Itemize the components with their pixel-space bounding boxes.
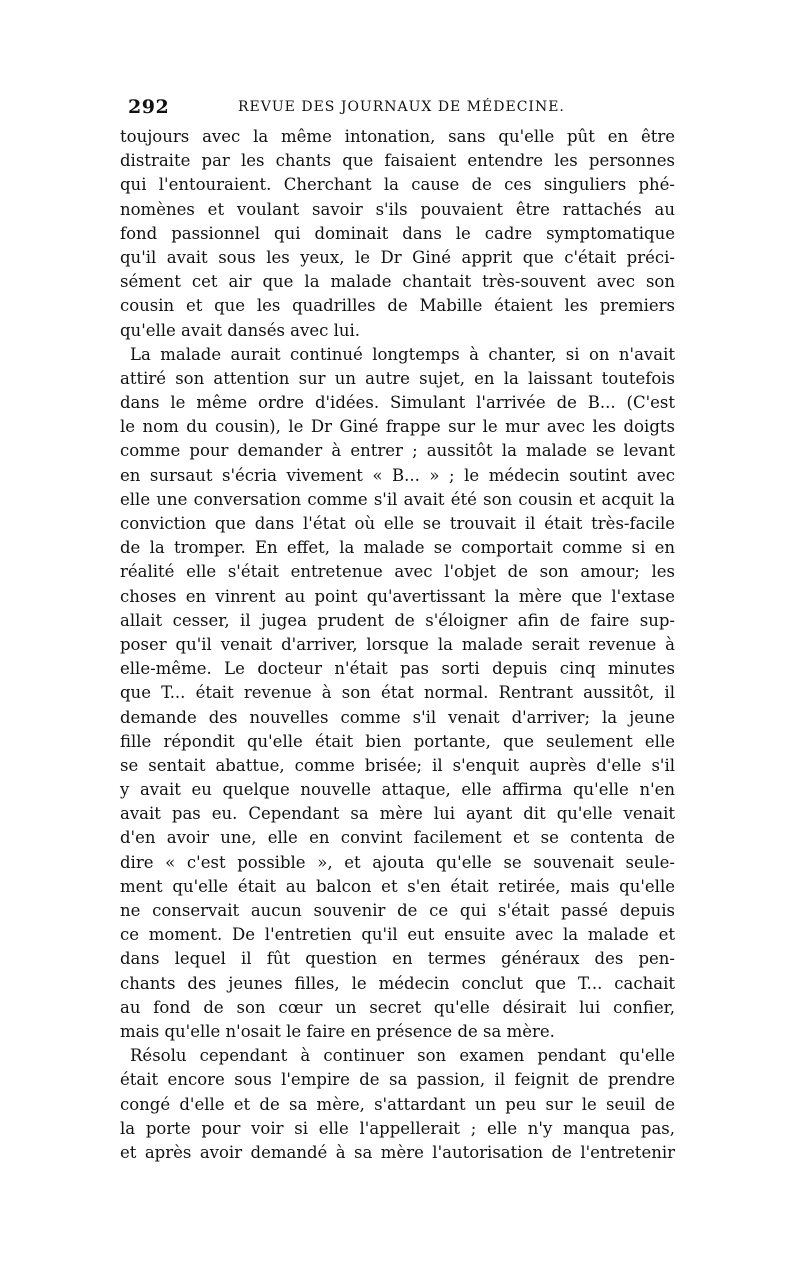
- page-number: 292: [128, 96, 170, 118]
- text-line: qu'il avait sous les yeux, le Dr Giné apprit que c'était préci-: [120, 247, 675, 267]
- text-line: conviction que dans l'état où elle se trouvait il était très-facile: [120, 514, 675, 533]
- text-line: en sursaut s'écria vivement « B... » ; le médecin soutint avec: [120, 465, 675, 485]
- text-line: La malade aurait continué longtemps à chanter, si on n'avait: [130, 344, 675, 364]
- text-line: se sentait abattue, comme brisée; il s'enquit auprès d'elle s'il: [120, 755, 675, 775]
- text-line: allait cesser, il jugea prudent de s'éloigner afin de faire sup-: [120, 610, 675, 630]
- text-line: ment qu'elle était au balcon et s'en était retirée, mais qu'elle: [120, 876, 675, 896]
- text-line: Résolu cependant à continuer son examen pendant qu'elle: [130, 1046, 675, 1066]
- running-title: REVUE DES JOURNAUX DE MÉDECINE.: [238, 99, 565, 115]
- text-line: distraite par les chants que faisaient entendre les personnes: [120, 151, 675, 171]
- text-line: de la tromper. En effet, la malade se comportait comme si en: [120, 538, 675, 558]
- text-line: réalité elle s'était entretenue avec l'objet de son amour; les: [120, 562, 675, 582]
- body-text: [120, 125, 675, 1165]
- text-line: qu'elle avait dansés avec lui.: [120, 320, 361, 340]
- text-line: la porte pour voir si elle l'appellerait ; elle n'y manqua pas,: [120, 1118, 675, 1138]
- text-line: elle une conversation comme s'il avait été son cousin et acquit la: [120, 489, 675, 509]
- text-line: sément cet air que la malade chantait très-souvent avec son: [120, 272, 675, 292]
- text-line: poser qu'il venait d'arriver, lorsque la malade serait revenue à: [120, 634, 675, 654]
- text-line: mais qu'elle n'osait le faire en présence de sa mère.: [120, 1021, 555, 1041]
- text-line: demande des nouvelles comme s'il venait d'arriver; la jeune: [120, 707, 675, 727]
- text-line: avait pas eu. Cependant sa mère lui ayant dit qu'elle venait: [120, 804, 675, 824]
- text-line: que T... était revenue à son état normal. Rentrant aussitôt, il: [120, 683, 675, 703]
- text-line: nomènes et voulant savoir s'ils pouvaient être rattachés au: [120, 199, 675, 219]
- text-line: cousin et que les quadrilles de Mabille étaient les premiers: [120, 296, 675, 316]
- text-line: au fond de son cœur un secret qu'elle désirait lui confier,: [120, 997, 675, 1017]
- text-line: fille répondit qu'elle était bien portante, que seulement elle: [120, 731, 675, 751]
- text-line: congé d'elle et de sa mère, s'attardant un peu sur le seuil de: [120, 1094, 675, 1114]
- text-line: qui l'entouraient. Cherchant la cause de ces singuliers phé-: [120, 175, 675, 195]
- text-line: dans lequel il fût question en termes généraux des pen-: [120, 949, 675, 969]
- text-line: était encore sous l'empire de sa passion, il feignit de prendre: [120, 1070, 675, 1090]
- text-line: d'en avoir une, elle en convint facilement et se contenta de: [120, 828, 675, 848]
- text-line: et après avoir demandé à sa mère l'autorisation de l'entretenir: [120, 1142, 675, 1162]
- text-line: attiré son attention sur un autre sujet, en la laissant toutefois: [120, 368, 675, 388]
- text-line: dans le même ordre d'idées. Simulant l'arrivée de B... (C'est: [120, 393, 675, 413]
- text-line: ne conservait aucun souvenir de ce qui s'était passé depuis: [120, 901, 675, 920]
- running-head: [128, 96, 676, 126]
- text-line: toujours avec la même intonation, sans qu'elle pût en être: [120, 127, 675, 146]
- text-line: elle-même. Le docteur n'était pas sorti depuis cinq minutes: [120, 659, 675, 679]
- text-line: dire « c'est possible », et ajouta qu'elle se souvenait seule-: [120, 852, 675, 872]
- text-line: fond passionnel qui dominait dans le cadre symptomatique: [120, 223, 675, 243]
- text-line: chants des jeunes filles, le médecin conclut que T... cachait: [120, 973, 675, 993]
- text-line: le nom du cousin), le Dr Giné frappe sur le mur avec les doigts: [120, 417, 675, 437]
- text-line: ce moment. De l'entretien qu'il eut ensuite avec la malade et: [120, 925, 675, 945]
- text-line: comme pour demander à entrer ; aussitôt la malade se levant: [120, 441, 675, 461]
- text-line: choses en vinrent au point qu'avertissant la mère que l'extase: [120, 586, 675, 606]
- text-line: y avait eu quelque nouvelle attaque, elle affirma qu'elle n'en: [120, 780, 675, 800]
